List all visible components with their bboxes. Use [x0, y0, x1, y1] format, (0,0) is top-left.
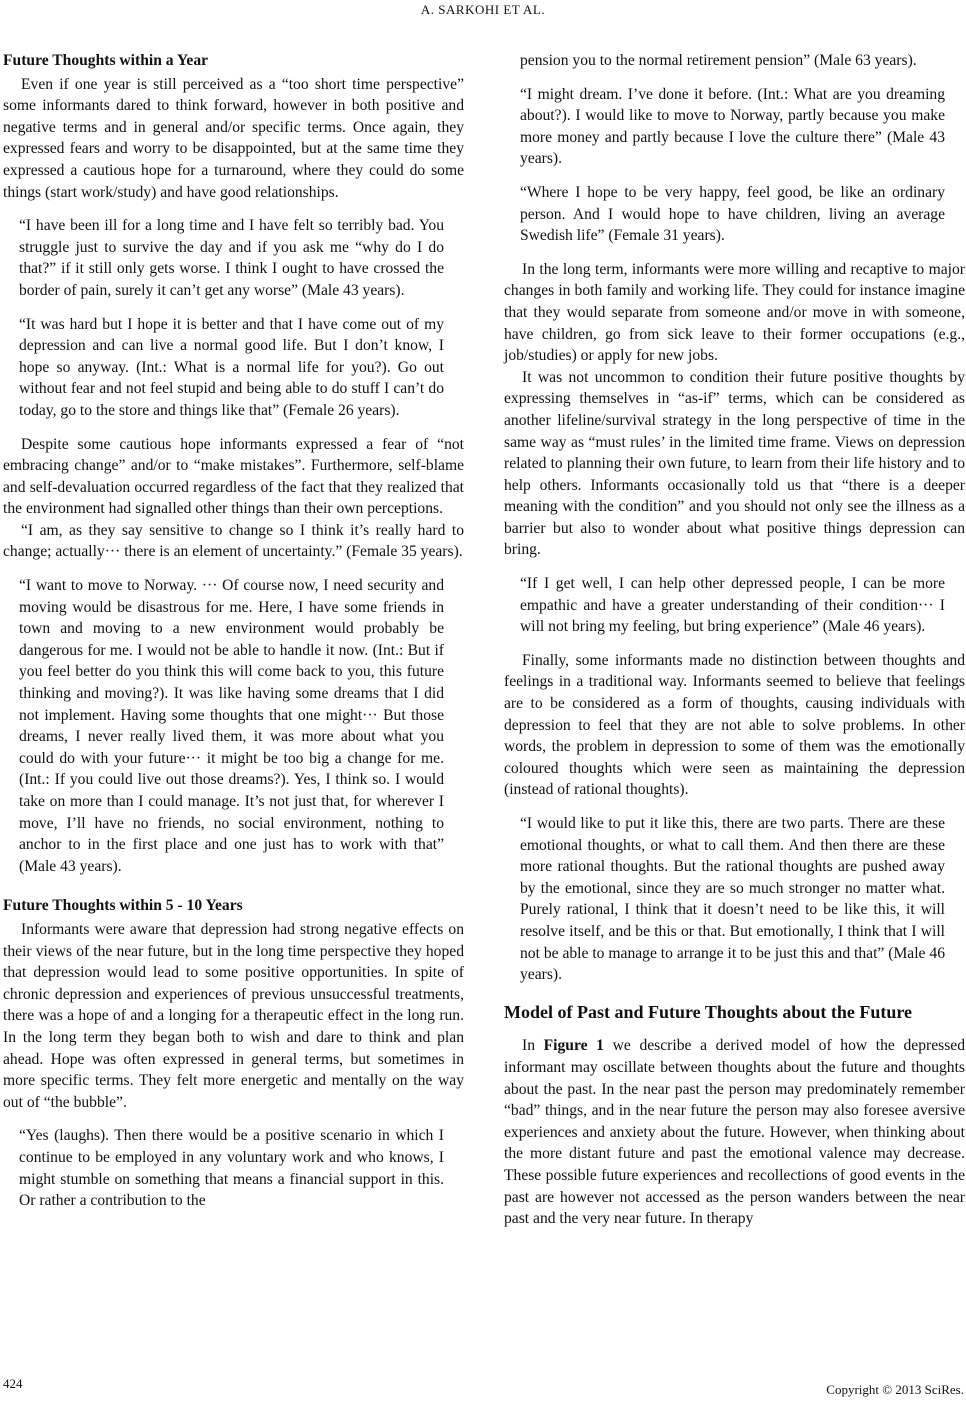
- paragraph: Even if one year is still perceived as a “too short time perspective” some informants dared to think forward, however in both positive and negative terms and in general and/or specific terms. Once again, they expressed fears and worry to be disappointed, but at the same time they expressed a cautious hope for a turnaround, where they could do some things (start work/study) and have good relationships.: [3, 75, 464, 201]
- block-quote: “I want to move to Norway. ··· Of course now, I need security and moving would be disastrous for me. Here, I have some friends in town and moving to a new environment would probably be dangerous for me. I would not be able to handle it now. (Int.: But if you feel better do you think this will come back to you, this future thinking and moving?). It was like having some dreams that I did not implement. Having some thoughts that one might··· But those dreams, I never really lived them, it was more about what you could do with your future··· it might be too big a change for me. (Int.: If you could live out those dreams?). Yes, I think so. I would take on more than I could manage. It’s not just that, for wherever I move, I’ll have no friends, no social environment, nothing to anchor to in the first place and one just has to work with that” (Male 43 years).: [19, 577, 444, 875]
- right-column: [504, 50, 965, 1230]
- paragraph: Informants were aware that depression had strong negative effects on their views of the near future, but in the long time perspective they hoped that depression would lead to some positive opportunities. In spite of chronic depression and experiences of previous unsuccessful treatments, there was a hope of and a longing for a therapeutic effect in the long run. In the long term they began both to wish and dare to think and plan ahead. Hope was often expressed in general terms, but sometimes in more specific terms. They felt more energetic and mentally on the way out of “the bubble”.: [3, 920, 464, 1111]
- text-run: In: [522, 1037, 544, 1055]
- section-heading-within-a-year: Future Thoughts within a Year: [3, 52, 209, 69]
- copyright-notice: Copyright © 2013 SciRes.: [826, 1382, 964, 1397]
- section-heading-model: Model of Past and Future Thoughts about the Future: [504, 1001, 913, 1022]
- block-quote: “It was hard but I hope it is better and that I have come out of my depression and can live a normal good life. But I don’t know, I hope so anyway. (Int.: What is a normal life for you?). Go out without fear and not feel stupid and being able to do stuff I can’t do today, go to the store and things like that” (Female 26 years).: [19, 315, 444, 419]
- left-column: [3, 50, 464, 1224]
- paragraph: In the long term, informants were more willing and recaptive to major changes in both family and working life. They could for instance imagine that they would separate from someone and/or move in with someone, have children, go from sick leave to their former occupations (e.g., job/studies) or apply for new jobs.: [504, 260, 965, 365]
- paragraph: Despite some cautious hope informants expressed a fear of “not embracing change” and/or to “make mistakes”. Furthermore, self-blame and self-devaluation occurred regardless of the fact that they realized that the environment had signalled other things than their own perceptions.: [3, 435, 464, 518]
- block-quote: “I might dream. I’ve done it before. (Int.: What are you dreaming about?). I would like to move to Norway, partly because you make more money and partly because I love the culture there” (Male 43 years).: [520, 85, 945, 168]
- paragraph: Finally, some informants made no distinction between thoughts and feelings in a traditional way. Informants seemed to believe that feelings are to be considered as a form of thoughts, causing individuals with depression to feel that they are not able to solve problems. In other words, the problem in depression to some of them was the emotionally coloured thoughts which were seen as maintaining the depression (instead of rational thoughts).: [504, 651, 965, 799]
- running-head: A. SARKOHI ET AL.: [420, 2, 546, 17]
- paragraph: It was not uncommon to condition their future positive thoughts by expressing themselves in “as-if” terms, which can be considered as another lifeline/survival strategy in the long perspective of time in the same way as “must rules’ in the limited time frame. Views on depression related to planning their own future, to learn from their life history and to help others. Informants occasionally told us that “there is a deeper meaning with the condition” and you should not only see the illness as a barrier but also to wonder about what positive things depression can bring.: [504, 368, 965, 559]
- paragraph: “I am, as they say sensitive to change so I think it’s really hard to change; actually··· there is an element of uncertainty.” (Female 35 years).: [3, 521, 464, 561]
- block-quote: “Yes (laughs). Then there would be a positive scenario in which I continue to be employed in any voluntary work and who knows, I might stumble on something that means a financial support in this. Or rather a contribution to the: [19, 1127, 444, 1210]
- block-quote: “If I get well, I can help other depressed people, I can be more empathic and have a greater understanding of their condition··· I will not bring my feeling, but bring experience” (Male 46 years).: [520, 575, 945, 636]
- block-quote: “I would like to put it like this, there are two parts. There are these emotional thoughts, or what to call them. And then there are these more rational thoughts. But the rational thoughts are pushed away by the emotional, since they are so much stronger no matter what. Purely rational, I think that it doesn’t need to be like this, it will resolve itself, and be this or that. But emotionally, I think that I will not be able to manage to arrange it to be just this and that” (Male 46 years).: [520, 815, 945, 984]
- page-number: 424: [3, 1376, 23, 1391]
- block-quote: “I have been ill for a long time and I have felt so terribly bad. You struggle just to survive the day and if you ask me “why do I do that?” if it still only gets worse. I think I ought to have crossed the border of pain, surely it can’t get any worse” (Male 43 years).: [19, 217, 444, 299]
- block-quote-continued: pension you to the normal retirement pension” (Male 63 years).: [520, 52, 917, 69]
- block-quote: “Where I hope to be very happy, feel good, be like an ordinary person. And I would hope to have children, living an average Swedish life” (Female 31 years).: [520, 183, 945, 245]
- text-run: we describe a derived model of how the depressed informant may oscillate between thoughts about the future and thoughts about the past. In the near past the person may predominately remember “bad” things, and in the near future the person may also foresee aversive experiences and anxiety about the future. However, when thinking about the more distant future and past the emotional valence may decrease. These possible future experiences and recollections of good events in the past are however not accessed as the person wanders between the near past and the very near future. In therapy: [504, 1037, 965, 1228]
- paragraph: [504, 1035, 965, 1229]
- figure-reference-link[interactable]: Figure 1: [543, 1037, 604, 1055]
- section-heading-within-5-10-years: Future Thoughts within 5 - 10 Years: [3, 897, 243, 915]
